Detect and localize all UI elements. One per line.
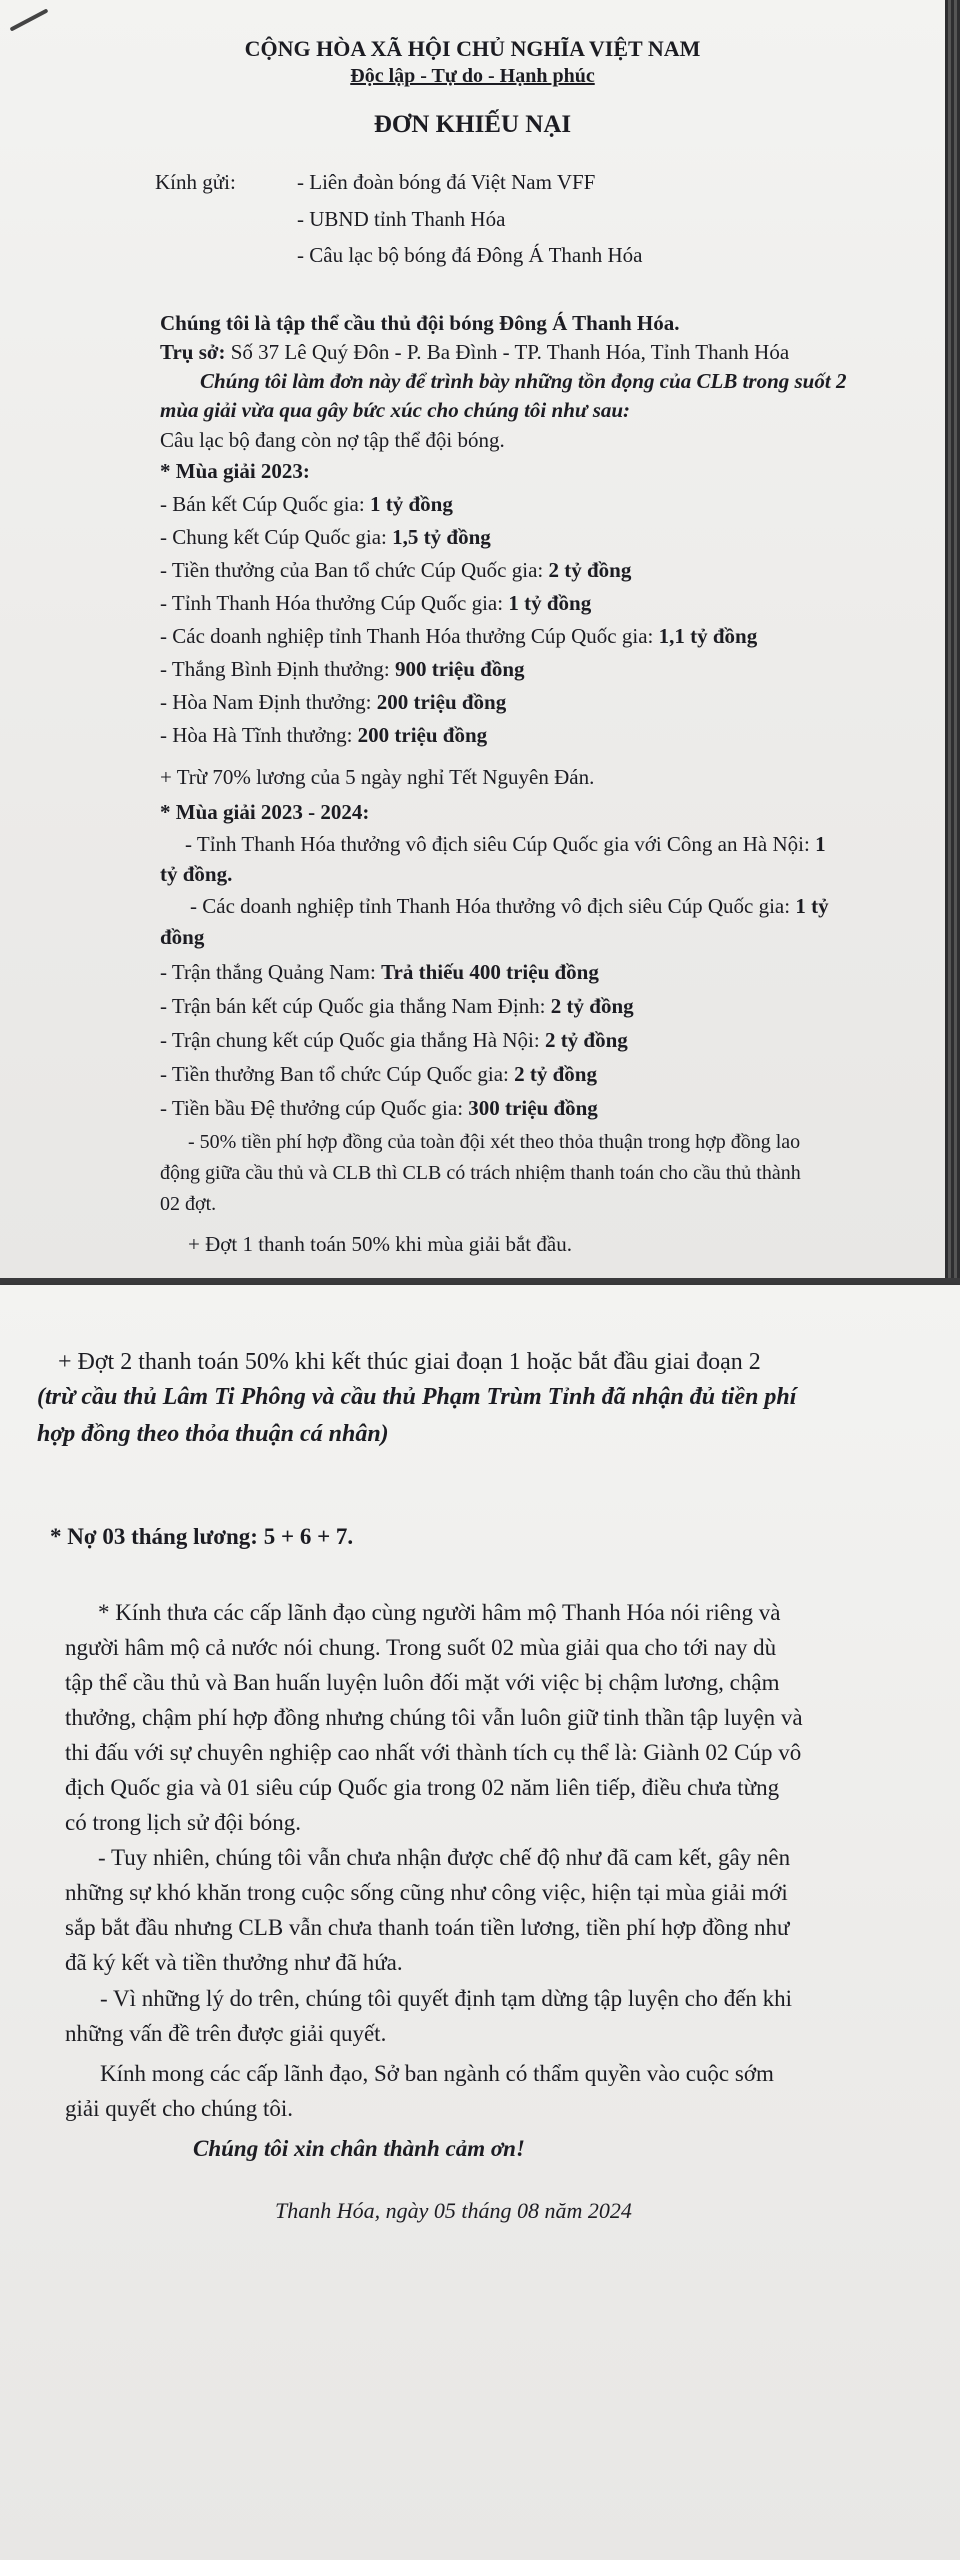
season-2024-item: - Trận chung kết cúp Quốc gia thắng Hà Nội: 2 tỷ đồng xyxy=(160,1028,628,1052)
decision-line: những vấn đề trên được giải quyết. xyxy=(65,2021,387,2046)
recipient-item: - Liên đoàn bóng đá Việt Nam VFF xyxy=(297,170,596,194)
address-value: Số 37 Lê Quý Đôn - P. Ba Đình - TP. Thanh Hóa, Tỉnh Thanh Hóa xyxy=(225,340,790,364)
page-separator xyxy=(0,1278,960,1285)
season-2023-item: - Hòa Nam Định thưởng: 200 triệu đồng xyxy=(160,690,507,714)
recipients-label: Kính gửi: xyxy=(155,170,236,194)
super-cup-province-line: - Tỉnh Thanh Hóa thưởng vô địch siêu Cúp Quốc gia với Công an Hà Nội: 1 xyxy=(185,832,826,856)
intro-line: mùa giải vừa qua gây bức xúc cho chúng tôi như sau: xyxy=(160,398,631,422)
recipient-item: - UBND tỉnh Thanh Hóa xyxy=(297,207,506,231)
however-line: - Tuy nhiên, chúng tôi vẫn chưa nhận được chế độ như đã cam kết, gây nên xyxy=(98,1845,791,1870)
installment-1: + Đợt 1 thanh toán 50% khi mùa giải bắt đầu. xyxy=(188,1232,572,1256)
season-2024-item: - Trận thắng Quảng Nam: Trả thiếu 400 triệu đồng xyxy=(160,960,599,984)
installment-2: + Đợt 2 thanh toán 50% khi kết thúc giai đoạn 1 hoặc bắt đầu giai đoạn 2 xyxy=(58,1349,761,1375)
address-line xyxy=(160,340,789,365)
super-cup-business-value: đồng xyxy=(160,925,205,949)
super-cup-business-line: - Các doanh nghiệp tỉnh Thanh Hóa thưởng vô địch siêu Cúp Quốc gia: 1 tỷ xyxy=(190,894,829,918)
season-2024-item: - Trận bán kết cúp Quốc gia thắng Nam Định: 2 tỷ đồng xyxy=(160,994,634,1018)
appeal-line: tập thể cầu thủ và Ban huấn luyện luôn đối mặt với việc bị chậm lương, chậm xyxy=(65,1670,780,1695)
salary-debt: * Nợ 03 tháng lương: 5 + 6 + 7. xyxy=(50,1524,354,1549)
season-2024-heading: * Mùa giải 2023 - 2024: xyxy=(160,800,370,824)
contract-clause: 02 đợt. xyxy=(160,1193,217,1215)
request-line: Kính mong các cấp lãnh đạo, Sở ban ngành có thẩm quyền vào cuộc sớm xyxy=(100,2061,774,2086)
contract-clause: - 50% tiền phí hợp đồng của toàn đội xét theo thỏa thuận trong hợp đồng lao xyxy=(188,1131,801,1153)
sender-line: Chúng tôi là tập thể cầu thủ đội bóng Đông Á Thanh Hóa. xyxy=(160,311,680,335)
appeal-line: thưởng, chậm phí hợp đồng nhưng chúng tôi vẫn luôn giữ tinh thần tập luyện và xyxy=(65,1705,803,1730)
national-motto: Độc lập - Tự do - Hạnh phúc xyxy=(350,65,595,87)
season-2023-item: - Chung kết Cúp Quốc gia: 1,5 tỷ đồng xyxy=(160,525,491,549)
super-cup-province-value: tỷ đồng. xyxy=(160,862,233,886)
intro-line: Chúng tôi làm đơn này để trình bày những tồn đọng của CLB trong suốt 2 xyxy=(200,369,847,393)
request-line: giải quyết cho chúng tôi. xyxy=(65,2096,294,2121)
appeal-line: người hâm mộ cả nước nói chung. Trong suốt 02 mùa giải qua cho tới nay dù xyxy=(65,1635,777,1660)
season-2023-item: - Tỉnh Thanh Hóa thưởng Cúp Quốc gia: 1 tỷ đồng xyxy=(160,591,592,615)
season-2024-item: - Tiền bầu Đệ thưởng cúp Quốc gia: 300 triệu đồng xyxy=(160,1096,598,1120)
date-line: Thanh Hóa, ngày 05 tháng 08 năm 2024 xyxy=(275,2198,632,2223)
season-2023-item: - Thắng Bình Định thưởng: 900 triệu đồng xyxy=(160,657,525,681)
appeal-line: thi đấu với sự chuyên nghiệp cao nhất với thành tích cụ thể là: Giành 02 Cúp vô xyxy=(65,1740,802,1765)
salary-deduction-note: + Trừ 70% lương của 5 ngày nghỉ Tết Nguyên Đán. xyxy=(160,765,595,789)
season-2023-item: - Tiền thưởng của Ban tổ chức Cúp Quốc gia: 2 tỷ đồng xyxy=(160,558,632,582)
season-2023-item: - Hòa Hà Tĩnh thưởng: 200 triệu đồng xyxy=(160,723,488,747)
exception-note: hợp đồng theo thỏa thuận cá nhân) xyxy=(37,1421,389,1447)
however-line: sắp bắt đầu nhưng CLB vẫn chưa thanh toán tiền lương, tiền phí hợp đồng như xyxy=(65,1915,790,1940)
pen-mark xyxy=(10,8,49,31)
appeal-line: địch Quốc gia và 01 siêu cúp Quốc gia trong 02 năm liên tiếp, điều chưa từng xyxy=(65,1775,780,1800)
however-line: đã ký kết và tiền thưởng như đã hứa. xyxy=(65,1950,403,1975)
address-label: Trụ sở: xyxy=(160,340,226,364)
exception-note: (trừ cầu thủ Lâm Ti Phông và cầu thủ Phạm Trùm Tỉnh đã nhận đủ tiền phí xyxy=(37,1384,797,1410)
season-2023-heading: * Mùa giải 2023: xyxy=(160,459,310,483)
appeal-line: * Kính thưa các cấp lãnh đạo cùng người hâm mộ Thanh Hóa nói riêng và xyxy=(98,1600,781,1625)
debt-intro: Câu lạc bộ đang còn nợ tập thể đội bóng. xyxy=(160,428,505,452)
document-title: ĐƠN KHIẾU NẠI xyxy=(373,111,572,138)
contract-clause: động giữa cầu thủ và CLB thì CLB có trách nhiệm thanh toán cho cầu thủ thành xyxy=(160,1162,801,1184)
national-title: CỘNG HÒA XÃ HỘI CHỦ NGHĨA VIỆT NAM xyxy=(244,36,701,61)
document-page-1 xyxy=(0,0,945,1278)
document-page-2 xyxy=(0,1285,960,2560)
season-2023-item: - Bán kết Cúp Quốc gia: 1 tỷ đồng xyxy=(160,492,453,516)
appeal-line: có trong lịch sử đội bóng. xyxy=(65,1810,302,1835)
season-2024-item: - Tiền thưởng Ban tổ chức Cúp Quốc gia: 2 tỷ đồng xyxy=(160,1062,597,1086)
background-strip xyxy=(945,0,960,1285)
decision-line: - Vì những lý do trên, chúng tôi quyết định tạm dừng tập luyện cho đến khi xyxy=(100,1986,793,2011)
thanks-line: Chúng tôi xin chân thành cảm ơn! xyxy=(193,2136,525,2161)
season-2023-item: - Các doanh nghiệp tỉnh Thanh Hóa thưởng Cúp Quốc gia: 1,1 tỷ đồng xyxy=(160,624,758,648)
however-line: những sự khó khăn trong cuộc sống cũng như công việc, hiện tại mùa giải mới xyxy=(65,1880,788,1905)
recipient-item: - Câu lạc bộ bóng đá Đông Á Thanh Hóa xyxy=(297,243,643,267)
